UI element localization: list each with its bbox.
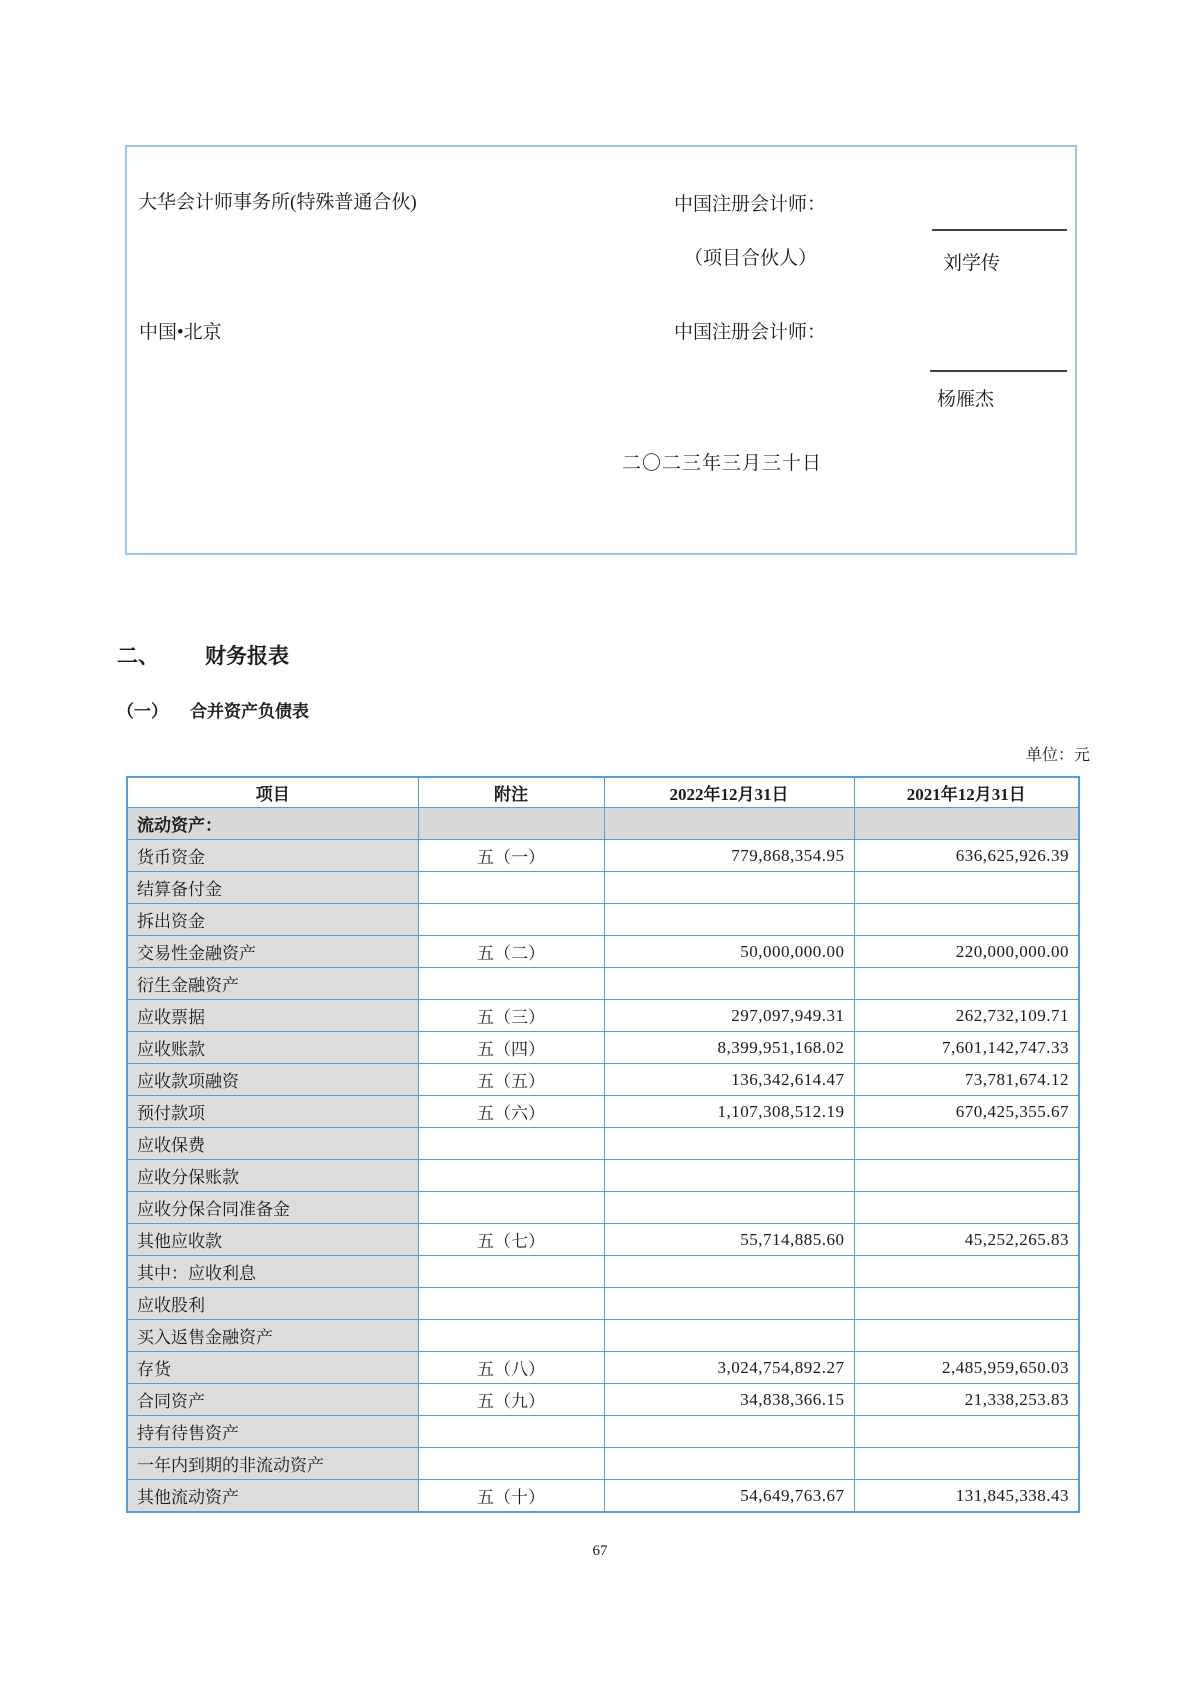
signature-line-2 [930,370,1067,372]
table-row [127,1448,1079,1480]
cell-y2022 [604,1288,854,1320]
table-row [127,904,1079,936]
cell-y2021: 131,845,338.43 [854,1480,1079,1513]
cell-y2021 [854,968,1079,1000]
signer-name-2: 杨雁杰 [937,389,995,410]
cell-y2022 [604,904,854,936]
cell-y2021 [854,904,1079,936]
subsection-title: 合并资产负债表 [190,702,309,721]
cell-label: 合同资产 [127,1384,418,1416]
section-row [127,808,1079,840]
cell-y2021: 2,485,959,650.03 [854,1352,1079,1384]
cell-y2021: 73,781,674.12 [854,1064,1079,1096]
cell-label: 一年内到期的非流动资产 [127,1448,418,1480]
cell-label: 其中：应收利息 [127,1256,418,1288]
table-row [127,872,1079,904]
cell-note [418,872,604,904]
cell-y2021: 262,732,109.71 [854,1000,1079,1032]
header-2021: 2021年12月31日 [854,777,1079,808]
cell-note: 五（六） [418,1096,604,1128]
table-row [127,1480,1079,1513]
cell-note [418,808,604,840]
cell-note [418,1256,604,1288]
signer-name-1: 刘学传 [943,253,1001,274]
table-row [127,1352,1079,1384]
cell-note: 五（七） [418,1224,604,1256]
table-row [127,936,1079,968]
cpa-label-1: 中国注册会计师： [674,194,827,215]
table-row [127,1192,1079,1224]
cell-note [418,1160,604,1192]
cell-note: 五（九） [418,1384,604,1416]
table-row [127,1000,1079,1032]
cell-y2022: 54,649,763.67 [604,1480,854,1513]
unit-note: 单位：元 [1025,747,1090,764]
table-header-row [127,777,1079,808]
cell-y2021 [854,1128,1079,1160]
cell-note: 五（二） [418,936,604,968]
cell-y2022: 55,714,885.60 [604,1224,854,1256]
subsection-heading [117,697,309,722]
cell-label: 衍生金融资产 [127,968,418,1000]
table-row [127,1160,1079,1192]
cell-label: 流动资产： [127,808,418,840]
cell-y2022 [604,1416,854,1448]
cell-note [418,1288,604,1320]
audit-signature-box [125,145,1077,555]
cell-y2022: 8,399,951,168.02 [604,1032,854,1064]
cell-y2021: 220,000,000.00 [854,936,1079,968]
cell-label: 应收分保合同准备金 [127,1192,418,1224]
section-number: 二、 [117,645,159,668]
cell-note: 五（十） [418,1480,604,1513]
cpa-label-2: 中国注册会计师： [674,322,827,343]
cell-label: 预付款项 [127,1096,418,1128]
cell-y2022: 779,868,354.95 [604,840,854,872]
table-row [127,840,1079,872]
cell-note [418,1192,604,1224]
cell-y2021 [854,1320,1079,1352]
cell-y2022: 297,097,949.31 [604,1000,854,1032]
cell-label: 应收分保账款 [127,1160,418,1192]
project-partner-label: （项目合伙人） [684,248,818,269]
cell-y2022 [604,1256,854,1288]
cell-y2021 [854,872,1079,904]
cell-note: 五（八） [418,1352,604,1384]
cell-label: 结算备付金 [127,872,418,904]
cell-note [418,1320,604,1352]
cell-label: 买入返售金融资产 [127,1320,418,1352]
cell-y2022 [604,1128,854,1160]
cell-y2022 [604,872,854,904]
section-heading [117,640,289,670]
cell-y2022 [604,1160,854,1192]
cell-note [418,904,604,936]
cell-label: 交易性金融资产 [127,936,418,968]
cell-label: 货币资金 [127,840,418,872]
cell-label: 持有待售资产 [127,1416,418,1448]
cell-y2021: 670,425,355.67 [854,1096,1079,1128]
cell-label: 应收账款 [127,1032,418,1064]
cell-label: 应收保费 [127,1128,418,1160]
firm-location: 中国•北京 [139,322,222,343]
cell-y2021 [854,808,1079,840]
cell-label: 应收票据 [127,1000,418,1032]
subsection-number: （一） [117,702,168,721]
cell-label: 存货 [127,1352,418,1384]
page-number: 67 [592,1543,608,1559]
cell-y2022 [604,808,854,840]
cell-y2021 [854,1192,1079,1224]
cell-y2022: 136,342,614.47 [604,1064,854,1096]
cell-y2022: 50,000,000.00 [604,936,854,968]
table-row [127,968,1079,1000]
balance-sheet-table [126,776,1080,1513]
cell-y2021: 636,625,926.39 [854,840,1079,872]
header-2022: 2022年12月31日 [604,777,854,808]
section-title: 财务报表 [205,645,289,668]
cell-y2022 [604,1320,854,1352]
table-row [127,1416,1079,1448]
table-row [127,1256,1079,1288]
cell-label: 应收款项融资 [127,1064,418,1096]
cell-y2021 [854,1160,1079,1192]
cell-y2021: 45,252,265.83 [854,1224,1079,1256]
table-row [127,1096,1079,1128]
cell-note: 五（四） [418,1032,604,1064]
cell-y2021 [854,1416,1079,1448]
balance-sheet-body [127,808,1079,1513]
cell-note [418,1128,604,1160]
cell-label: 其他应收款 [127,1224,418,1256]
table-row [127,1064,1079,1096]
cell-y2021: 21,338,253.83 [854,1384,1079,1416]
audit-firm-name: 大华会计师事务所(特殊普通合伙) [138,192,417,213]
table-row [127,1320,1079,1352]
cell-note: 五（五） [418,1064,604,1096]
cell-label: 其他流动资产 [127,1480,418,1513]
table-row [127,1128,1079,1160]
cell-y2022 [604,1448,854,1480]
report-date: 二〇二三年三月三十日 [622,453,823,474]
table-row [127,1384,1079,1416]
cell-label: 应收股利 [127,1288,418,1320]
cell-y2022: 1,107,308,512.19 [604,1096,854,1128]
cell-y2021: 7,601,142,747.33 [854,1032,1079,1064]
cell-note: 五（一） [418,840,604,872]
cell-y2021 [854,1448,1079,1480]
cell-note: 五（三） [418,1000,604,1032]
cell-note [418,968,604,1000]
signature-line-1 [932,229,1067,231]
cell-note [418,1416,604,1448]
cell-label: 拆出资金 [127,904,418,936]
cell-y2022: 34,838,366.15 [604,1384,854,1416]
header-note: 附注 [418,777,604,808]
cell-y2021 [854,1288,1079,1320]
cell-y2021 [854,1256,1079,1288]
table-row [127,1032,1079,1064]
cell-y2022 [604,968,854,1000]
cell-y2022 [604,1192,854,1224]
cell-note [418,1448,604,1480]
table-row [127,1288,1079,1320]
table-row [127,1224,1079,1256]
header-item: 项目 [127,777,418,808]
cell-y2022: 3,024,754,892.27 [604,1352,854,1384]
